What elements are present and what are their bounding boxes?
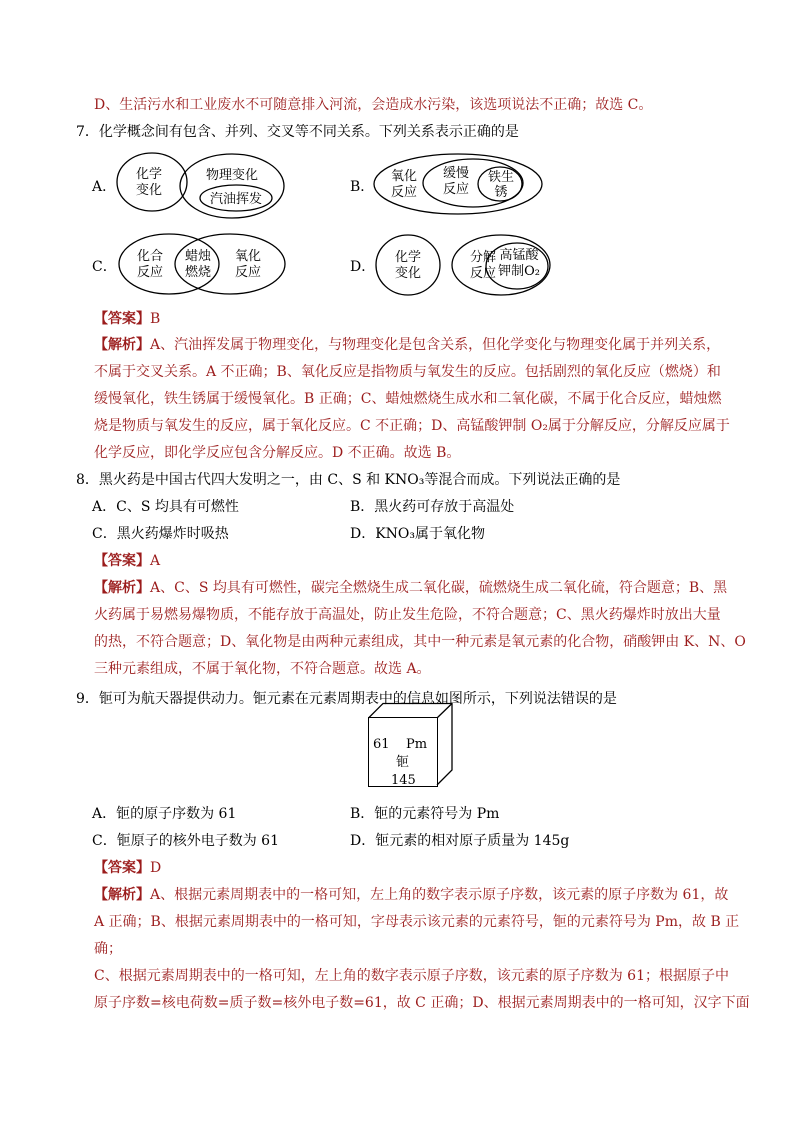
analysis-text: A、C、S 均具有可燃性，碳完全燃烧生成二氧化碳，硫燃烧生成二氧化硫，符合题意；B、黑 (150, 580, 728, 596)
atomic-number: 61 (373, 737, 390, 752)
q7-option-b-label: B． (350, 179, 375, 195)
q7-c-circle1-line1: 化合 (136, 249, 164, 264)
q8-option-d: D．KNO₃属于氧化物 (350, 526, 486, 542)
q7-c-circle1-line2: 反应 (136, 265, 164, 280)
analysis-tag: 【解析】 (94, 580, 150, 596)
element-name: 钷 (396, 755, 410, 770)
q7-a-circle1-line1: 化学 (135, 167, 163, 182)
q8-option-a: A．C、S 均具有可燃性 (92, 499, 239, 515)
q8-option-b: B．黑火药可存放于高温处 (350, 499, 515, 515)
q8-analysis-line-4: 三种元素组成，不属于氧化物，不符合题意。故选 A。 (94, 661, 431, 677)
q7-d-circle2-line2: 反应 (469, 266, 497, 281)
q7-analysis-line-4: 烧是物质与氧发生的反应，属于氧化反应。C 不正确；D、高锰酸钾制 O₂属于分解反应，分解反应属于 (94, 418, 730, 434)
question-7-stem: 7．化学概念间有包含、并列、交叉等不同关系。下列关系表示正确的是 (76, 124, 519, 140)
q9-analysis-line-3: 确； (94, 941, 122, 957)
atomic-mass: 145 (391, 773, 416, 788)
q8-analysis-line-3: 的热，不符合题意；D、氧化物是由两种元素组成，其中一种元素是氧元素的化合物，硝酸钾由 K、N、O (94, 634, 746, 650)
q7-a-circle1-line2: 变化 (135, 183, 163, 198)
q7-d-circle3-line1: 高锰酸 (499, 248, 539, 263)
previous-question-tail: D、生活污水和工业废水不可随意排入河流，会造成水污染，该选项说法不正确；故选 C。 (94, 97, 653, 113)
q7-b-circle2-line1: 缓慢 (442, 166, 470, 181)
q9-analysis-line-4: C、根据元素周期表中的一格可知，左上角的数字表示原子序数，该元素的原子序数为 61；根据原子中 (94, 968, 729, 984)
answer-value: B (150, 311, 161, 327)
q7-d-circle1-line1: 化学 (394, 250, 422, 265)
q9-option-c: C．钷原子的核外电子数为 61 (92, 833, 279, 849)
q7-b-circle3-line1: 铁生 (487, 170, 515, 185)
analysis-text: A、汽油挥发属于物理变化，与物理变化是包含关系，但化学变化与物理变化属于并列关系， (150, 337, 721, 353)
answer-value: D (150, 860, 162, 876)
q7-c-circle2-line2: 反应 (234, 265, 262, 280)
q9-option-a: A．钷的原子序数为 61 (92, 806, 237, 822)
question-8-stem: 8．黑火药是中国古代四大发明之一，由 C、S 和 KNO₃等混合而成。下列说法正确的是 (76, 472, 621, 488)
q7-analysis-line-1 (94, 335, 720, 355)
q7-b-circle1-line1: 氧化 (390, 169, 418, 184)
q7-c-circle2-line1: 氧化 (234, 249, 262, 264)
q8-option-c: C．黑火药爆炸时吸热 (92, 526, 229, 542)
analysis-tag: 【解析】 (94, 887, 150, 903)
q7-d-circle2-line1: 分解 (469, 250, 497, 265)
q9-analysis-line-2: A 正确；B、根据元素周期表中的一格可知，字母表示该元素的元素符号，钷的元素符号为 Pm，故 B 正 (94, 914, 740, 930)
q7-b-circle3-line2: 锈 (494, 185, 508, 200)
q9-analysis-line-5: 原子序数=核电荷数=质子数=核外电子数=61，故 C 正确；D、根据元素周期表中的一格可知，汉字下面 (94, 995, 750, 1011)
q7-option-b-diagram (370, 150, 546, 218)
q7-d-circle1-line2: 变化 (394, 266, 422, 281)
answer-tag: 【答案】 (94, 860, 150, 876)
q7-d-circle3-line2: 钾制O₂ (498, 264, 540, 279)
q7-c-overlap-line1: 蜡烛 (184, 249, 212, 264)
q9-option-d: D．钷元素的相对原子质量为 145g (350, 833, 570, 849)
answer-value: A (150, 553, 161, 569)
q7-option-a-diagram (112, 148, 287, 220)
q7-a-circle2-label: 物理变化 (205, 168, 259, 183)
element-symbol: Pm (406, 737, 428, 752)
question-9-stem: 9．钷可为航天器提供动力。钷元素在元素周期表中的信息如图所示，下列说法错误的是 (76, 691, 617, 707)
q7-analysis-line-2: 不属于交叉关系。A 不正确；B、氧化反应是指物质与氧发生的反应。包括剧烈的氧化反应（燃烧）和 (94, 364, 721, 380)
q7-option-d-label: D． (350, 259, 376, 275)
q7-a-circle3-label: 汽油挥发 (209, 192, 263, 207)
q7-b-circle1-line2: 反应 (390, 185, 418, 200)
q8-analysis-line-2: 火药属于易燃易爆物质，不能存放于高温处，防止发生危险，不符合题意；C、黑火药爆炸时放出大量 (94, 607, 721, 623)
answer-tag: 【答案】 (94, 553, 150, 569)
q7-analysis-line-3: 缓慢氧化，铁生锈属于缓慢氧化。B 正确；C、蜡烛燃烧生成水和二氧化碳，不属于化合反应，蜡烛燃 (94, 391, 722, 407)
q9-analysis-line-1 (94, 885, 728, 905)
q7-option-a-label: A． (92, 179, 117, 195)
q7-option-c-diagram (114, 230, 294, 300)
q7-b-circle2-line2: 反应 (442, 182, 470, 197)
q7-c-overlap-line2: 燃烧 (184, 265, 212, 280)
periodic-cell-3d-edges (367, 702, 453, 788)
q8-analysis-line-1 (94, 578, 727, 598)
answer-tag: 【答案】 (94, 311, 150, 327)
q7-analysis-line-5: 化学反应，即化学反应包含分解反应。D 不正确。故选 B。 (94, 445, 461, 461)
analysis-text: A、根据元素周期表中的一格可知，左上角的数字表示原子序数，该元素的原子序数为 61，故 (150, 887, 729, 903)
q8-answer (94, 551, 160, 571)
q9-option-b: B．钷的元素符号为 Pm (350, 806, 500, 822)
q9-answer (94, 858, 161, 878)
q7-option-d-diagram (370, 230, 570, 300)
q7-option-c-label: C． (92, 259, 117, 275)
analysis-tag: 【解析】 (94, 337, 150, 353)
q7-answer (94, 309, 160, 329)
